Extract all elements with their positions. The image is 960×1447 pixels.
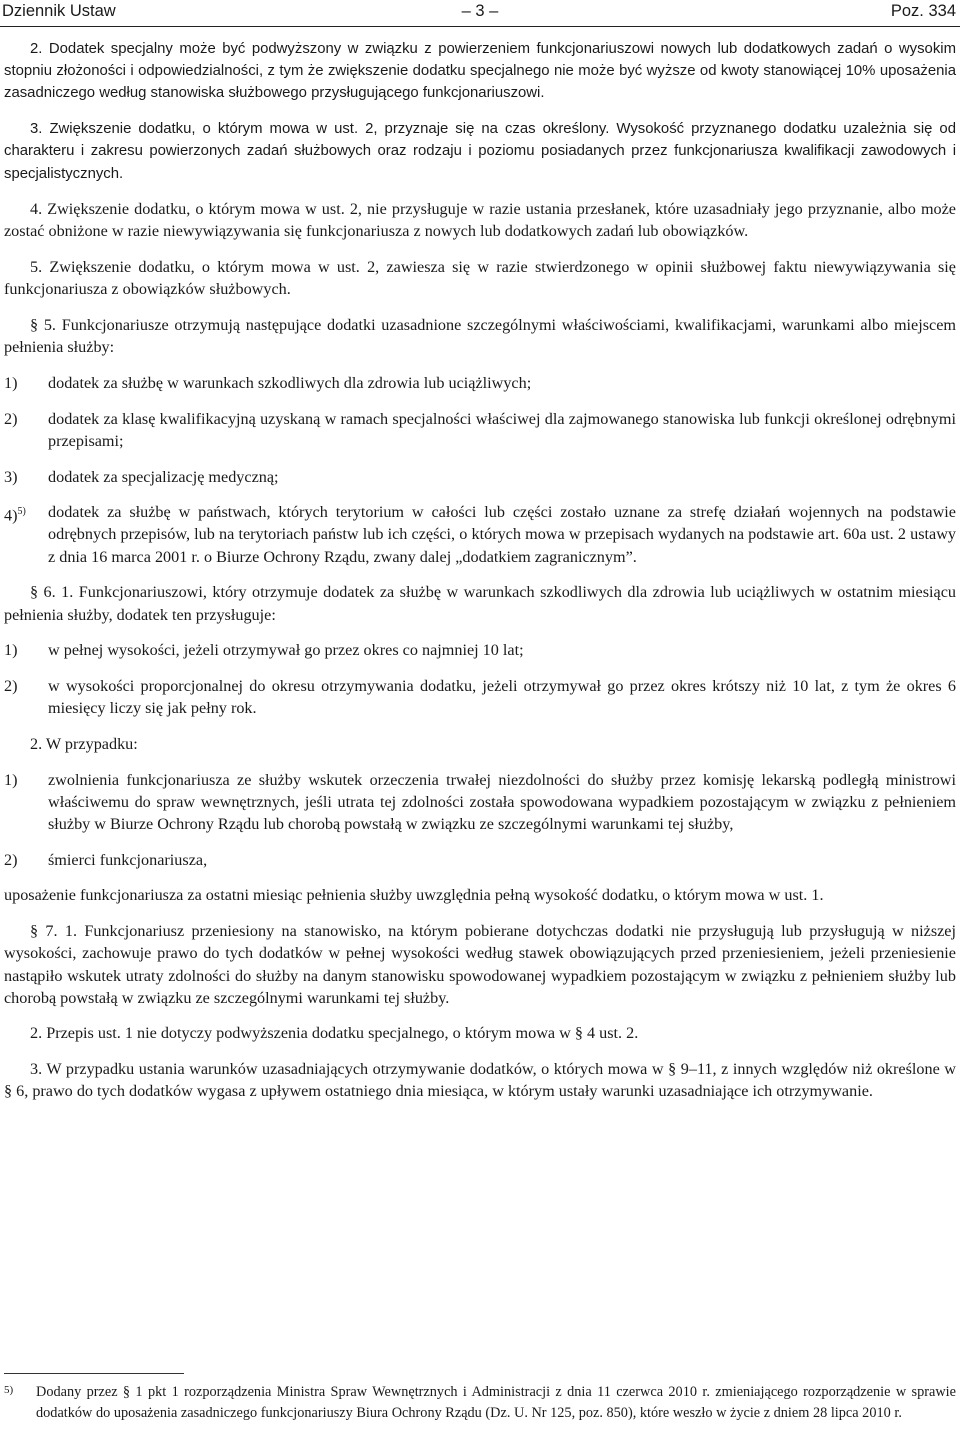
footnote-ref: 5) [17,506,26,518]
list-text: dodatek za klasę kwalifikacyjną uzyskaną w ramach specjalności właściwej dla zajmowanego stanowiska lub funkcji określonej odrębnymi przepisami; [48,409,956,450]
list-text: dodatek za służbę w warunkach szkodliwych dla zdrowia lub uciążliwych; [48,373,532,392]
list-item [4,372,956,394]
list-item [4,675,956,719]
footnote [4,1382,956,1424]
document-body [4,38,956,1116]
section-6-1: § 6. 1. Funkcjonariuszowi, który otrzymuje dodatek za służbę w warunkach szkodliwych dla zdrowia lub uciążliwych w ostatnim miesiącu pełnienia służby, dodatek ten przysługuje: [4,583,956,624]
section-6-2: 2. W przypadku: [30,734,138,753]
list-number: 3) [4,467,18,486]
paragraph-4-5: 5. Zwiększenie dodatku, o którym mowa w ust. 2, zawiesza się w razie stwierdzonego w opinii służbowej faktu niewywiązywania się funkcjonariusza z obowiązków służbowych. [4,258,956,299]
list-text: zwolnienia funkcjonariusza ze służby wskutek orzeczenia trwałej niezdolności do służby przez komisję lekarską podległą ministrowi właściwemu do spraw wewnętrznych, jeśli utrata tej zdolności została spowodowana wypadkiem pozostającym w związku z pełnieniem służby w Biurze Ochrony Rządu lub chorobą powstałą w związku ze szczególnymi warunkami tej służby, [48,770,956,833]
section-7-3: 3. W przypadku ustania warunków uzasadniających otrzymywanie dodatków, o których mowa w § 9–11, z innych względów niż określone w § 6, prawo do tych dodatków wygasa z upływem ostatniego dnia miesiąca, w którym ustały warunki uzasadniające ich otrzymywanie. [4,1060,956,1101]
list-item [4,501,956,568]
paragraph-4-3: 3. Zwiększenie dodatku, o którym mowa w ust. 2, przyznaje się na czas określony. Wysokość przyznanego dodatku uzależnia się od charakteru i zakresu powierzonych zadań służbowych oraz rodzaju i poziomu posiadanych przez funkcjonariusza kwalifikacji zawodowych i specjalistycznych. [4,121,956,182]
list-text: dodatek za służbę w państwach, których terytorium w całości lub części zostało uznane za strefę działań wojennych na podstawie odrębnych przepisów, lub na terytoriach państw lub ich części, o których mowa w przepisach wydanych na podstawie art. 60a ust. 2 ustawy z dnia 16 marca 2001 r. o Biurze Ochrony Rządu, zwany dalej „dodatkiem zagranicznym”. [48,503,956,566]
list-number: 2) [4,409,18,428]
footnote-number: 5) [4,1384,14,1396]
list-text: w wysokości proporcjonalnej do okresu otrzymywania dodatku, jeżeli otrzymywał go przez okres krótszy niż 10 lat, z tym że okres 6 miesięcy liczy się jak pełny rok. [48,676,956,718]
paragraph-4-4: 4. Zwiększenie dodatku, o którym mowa w ust. 2, nie przysługuje w razie ustania przesłanek, które uzasadniały jego przyznanie, albo może zostać obniżone w razie niewywiązywania się funkcjonariusza z nowych lub dodatkowych zadań lub obowiązków. [4,200,956,241]
list-item [4,769,956,836]
section-7-2: 2. Przepis ust. 1 nie dotyczy podwyższenia dodatku specjalnego, o którym mowa w § 4 ust. 2. [30,1024,639,1043]
page-number: – 3 – [461,2,499,20]
section-5-intro: § 5. Funkcjonariusze otrzymują następujące dodatki uzasadnione szczególnymi właściwościami, kwalifikacjami, warunkami albo miejscem pełnienia służby: [4,316,956,357]
list-item [4,466,956,488]
section-7-1: § 7. 1. Funkcjonariusz przeniesiony na stanowisko, na którym pobierane dotychczas dodatki nie przysługują lub przysługują w niższej wysokości, zachowuje prawo do tych dodatków w pełnej wysokości według stawek obowiązujących przed przeniesieniem, jeżeli przeniesienie nastąpiło wskutek utraty zdolności do służby na danym stanowisku spowodowanej wypadkiem pozostającym w związku z pełnieniem służby lub chorobą powstałą w związku ze szczególnymi warunkami tej służby. [4,922,956,1007]
page-header [0,0,960,27]
list-text: w pełnej wysokości, jeżeli otrzymywał go przez okres co najmniej 10 lat; [48,641,524,660]
list-text: śmierci funkcjonariusza, [48,850,208,869]
journal-title: Dziennik Ustaw [2,2,116,20]
list-item [4,639,956,661]
section-6-closing: uposażenie funkcjonariusza za ostatni miesiąc pełnienia służby uwzględnia pełną wysokość dodatku, o którym mowa w ust. 1. [4,886,824,905]
list-number: 1) [4,373,18,392]
list-text: dodatek za specjalizację medyczną; [48,467,279,486]
list-number: 4)$^{5)}$ [4,506,26,525]
footnote-text: Dodany przez § 1 pkt 1 rozporządzenia Ministra Spraw Wewnętrznych i Administracji z dnia 11 czerwca 2010 r. zmieniającego rozporządzenie w sprawie dodatków do uposażenia zasadniczego funkcjonariuszy Biura Ochrony Rządu (Dz. U. Nr 125, poz. 850), które weszło w życie z dniem 28 lipca 2010 r. [36,1384,956,1421]
list-number: 2) [4,676,18,695]
list-number: 1) [4,641,18,660]
list-number: 1) [4,770,18,789]
paragraph-4-2: 2. Dodatek specjalny może być podwyższony w związku z powierzeniem funkcjonariuszowi nowych lub dodatkowych zadań o wysokim stopniu złożoności i odpowiedzialności, z tym że zwiększenie dodatku specjalnego nie może być wyższe od kwoty stanowiącej 10% uposażenia zasadniczego według stanowiska służbowego przysługującego funkcjonariuszowi. [4,41,956,102]
list-number: 2) [4,850,18,869]
list-item [4,849,956,871]
list-item [4,408,956,452]
position-number: Poz. 334 [890,2,956,20]
footnote-separator [4,1373,184,1374]
